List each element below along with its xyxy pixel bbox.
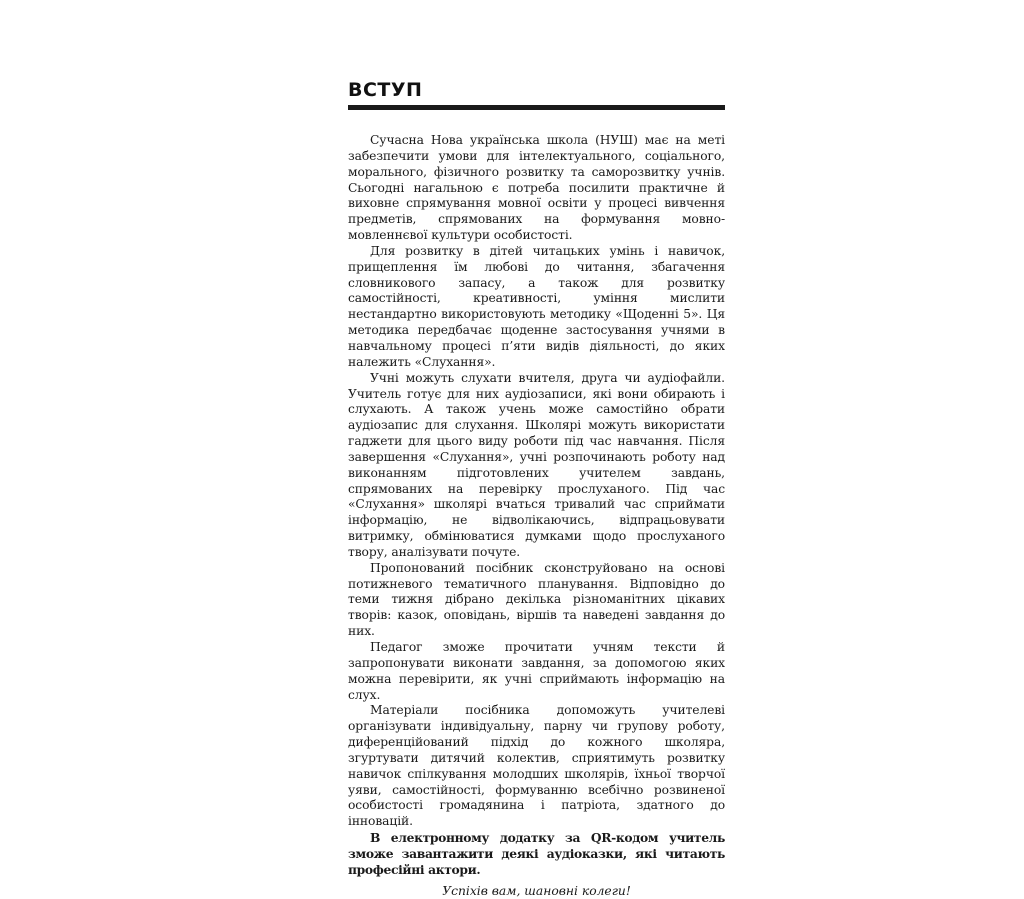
document-page — [311, 72, 725, 899]
body-text — [348, 133, 725, 878]
qr-note-paragraph: В електронному додатку за QR-кодом учитель зможе завантажити деякі аудіоказки, які читають професійні актори. — [348, 830, 725, 877]
closing-line: Успіхів вам, шановні колеги! — [442, 883, 631, 898]
paragraph: Матеріали посібника допоможуть учителеві організувати індивідуальну, парну чи групову роботу, диференційований підхід до кожного школяра, згуртувати дитячий колектив, сприятимуть розвитку навичок спілкування молодших школярів, їхньої творчої уяви, самостійності, формуванню всебічно розвиненої особистості громадянина і патріота, здатного до інновацій. — [348, 703, 725, 829]
paragraph: Учні можуть слухати вчителя, друга чи аудіофайли. Учитель готує для них аудіозаписи, які вони обирають і слухають. А також учень може самостійно обрати аудіозапис для слухання. Школярі можуть використати гаджети для цього виду роботи під час навчання. Після завершення «Слухання», учні розпочинають роботу над виконанням підготовлених учителем завдань, спрямованих на перевірку прослуханого. Під час «Слухання» школярі вчаться тривалий час сприймати інформацію, не відволікаючись, відпрацьовувати витримку, обмінюватися думками щодо прослуханого твору, аналізувати почуте. — [348, 370, 725, 559]
page-title: ВСТУП — [348, 79, 423, 101]
paragraph: Сучасна Нова українська школа (НУШ) має на меті забезпечити умови для інтелектуального, соціального, морального, фізичного розвитку та саморозвитку учнів. Сьогодні нагальною є потреба посилити практичне й виховне спрямування мовної освіти у процесі вивчення предметів, спрямованих на формування мовно-мовленнєвої культури особистості. — [348, 133, 725, 243]
paragraph: Педагог зможе прочитати учням тексти й запропонувати виконати завдання, за допомогою яких можна перевірити, як учні сприймають інформацію на слух. — [348, 640, 725, 702]
heading-rule — [348, 105, 725, 110]
paragraph: Пропонований посібник сконструйовано на основі потижневого тематичного планування. Відповідно до теми тижня дібрано декілька різноманітних цікавих творів: казок, оповідань, віршів та наведені завдання до них. — [348, 560, 725, 639]
paragraph: Для розвитку в дітей читацьких умінь і навичок, прищеплення їм любові до читання, збагачення словникового запасу, а також для розвитку самостійності, креативності, уміння мислити нестандартно використовують методику «Щоденні 5». Ця методика передбачає щоденне застосування учнями в навчальному процесі п’яти видів діяльності, до яких належить «Слухання». — [348, 243, 725, 369]
